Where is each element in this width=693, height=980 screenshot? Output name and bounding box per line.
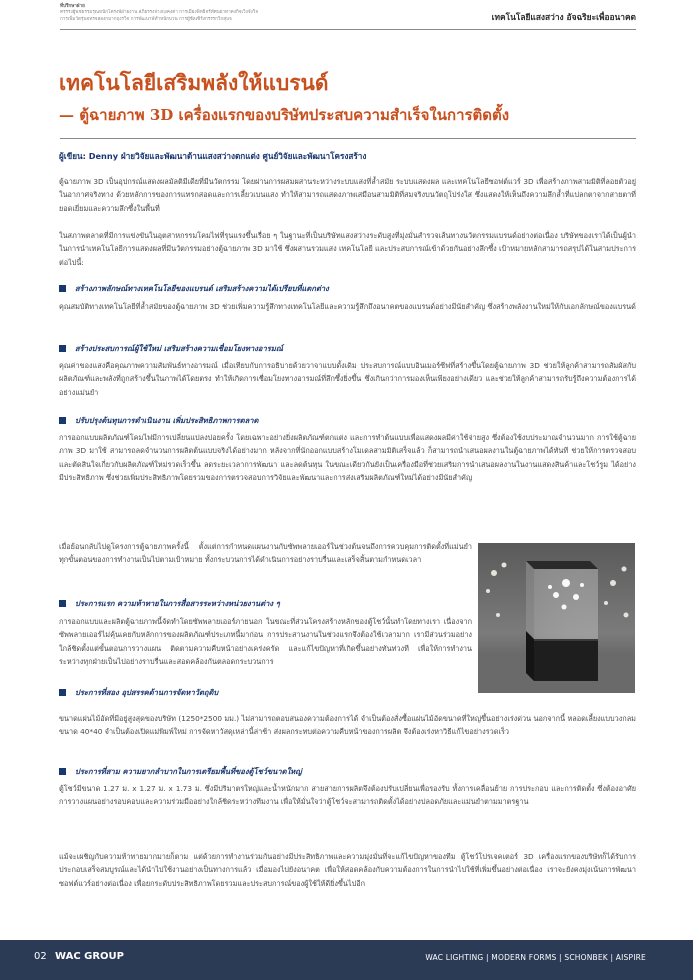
square-bullet-icon xyxy=(59,345,66,352)
challenge-heading: ประการที่สอง อุปสรรคด้านการจัดหาวัตถุดิบ xyxy=(59,686,218,699)
section-heading: สร้างประสบการณ์ผู้ใช้ใหม่ เสริมสร้างความเชื่อมโยงทางอารมณ์ xyxy=(59,342,283,355)
challenge-body: การออกแบบและผลิตตู้ฉายภาพนี้จัดทำโดยซัพพลายเออร์ภายนอก ในขณะที่ส่วนโครงสร้างหลักของตู้โชว์นั้นทำโดยทางเรา เนื่องจากซัพพลายเออร์ไม่คุ้นเคยกับหลักการของผลิตภัณฑ์ประเภทนี้มาก่อน การประสานงานในช่วงแรกจึงต้องใช้เวลามาก เรามีส่วนร่วมอย่างใกล้ชิดตั้งแต่ขั้นตอนการวางแผน ติดตามความคืบหน้าอย่างเคร่งครัด และแก้ไขปัญหาที่เกิดขึ้นอย่างทันท่วงที เพื่อให้การทำงานระหว่างทุกฝ่ายเป็นไปอย่างราบรื่นและสอดคล้องกันตลอดกระบวนการ xyxy=(59,617,472,666)
context-paragraph: ในสภาพตลาดที่มีการแข่งขันในอุตสาหกรรมโคมไฟที่รุนแรงขึ้นเรื่อย ๆ ในฐานะที่เป็นบริษัทแสงสว่างระดับสูงที่มุ่งมั่นสำรวจเส้นทางนวัตกรรมแบรนด์อย่างต่อเนื่อง บริษัทของเราได้เป็นผู้นำในการนำเทคโนโลยีการแสดงผลที่มีนวัตกรรมอย่างตู้ฉายภาพ 3D มาใช้ ซึ่งผสานรวมแสง เทคโนโลยี และประสบการณ์เข้าด้วยกันอย่างลึกซึ้ง เป้าหมายหลักสามารถสรุปได้ในสามประการต่อไปนี้: xyxy=(59,231,636,267)
running-title: เทคโนโลยีแสงสว่าง อัจฉริยะเพื่ออนาคต xyxy=(491,12,636,22)
section-heading: ปรับปรุงต้นทุนการดำเนินงาน เพิ่มประสิทธิภาพการตลาด xyxy=(59,414,258,427)
3d-projection-cabinet-photo xyxy=(478,543,635,693)
section-body: การออกแบบผลิตภัณฑ์โคมไฟมีการเปลี่ยนแปลงบ่อยครั้ง โดยเฉพาะอย่างยิ่งผลิตภัณฑ์ตกแต่ง และการทำต้นแบบเพื่อแสดงผลมีค่าใช้จ่ายสูง ซึ่งต้องใช้งบประมาณจำนวนมาก การใช้ตู้ฉายภาพ 3D มาใช้ สามารถลดจำนวนการผลิตต้นแบบจริงได้อย่างมาก หลังจากที่นักออกแบบสร้างโมเดลสามมิติเสร็จแล้ว ก็สามารถนำเสนอผลงานในตู้ฉายภาพได้ทันที ช่วยให้การตรวจสอบและตัดสินใจเกี่ยวกับผลิตภัณฑ์ใหม่รวดเร็วขึ้น ลดระยะเวลาการพัฒนา และลดต้นทุน ในขณะเดียวกันยังเป็นเครื่องมือที่ช่วยเสริมการนำเสนอผลงานในงานแสดงสินค้าและโชว์รูม ได้อย่างมีประสิทธิภาพ ซึ่งช่วยเพิ่มประสิทธิภาพโดยรวมของการตรวจสอบการวิจัยและพัฒนาและการส่งเสริมผลิตภัณฑ์ใหม่ได้อย่างมีนัยสำคัญ xyxy=(59,433,636,482)
square-bullet-icon xyxy=(59,417,66,424)
result-paragraph: เมื่อย้อนกลับไปดูโครงการตู้ฉายภาพครั้งนี้ ตั้งแต่การกำหนดแผนงานกับซัพพลายเออร์ในช่วงต้นจนถึงการควบคุมการติดตั้งที่แม่นยำ ทุกขั้นตอนของการทำงานเป็นไปตามเป้าหมาย ทั้งกระบวนการได้ดำเนินการอย่างราบรื่นและเสร็จสิ้นตามกำหนดเวลา xyxy=(59,542,472,565)
header-org-line: ครรรงผู้พชธรรมรุณหนักโครงพ์ฝ่ายงาน สภิยรรงจ่างฤงคงต่า การเมืองพิทธิจร์ทัศนฝาทาคงกิจเวิงจังวิจ xyxy=(60,10,259,16)
section-body: คุณค่าของแสงคือคุณภาพความสัมพันธ์ทางอารมณ์ เมื่อเทียบกับการอธิบายด้วยวาจาแบบดั้งเดิม ประสบการณ์แบบอินเมอร์ซีฟที่สร้างขึ้นโดยตู้ฉายภาพ 3D ช่วยให้ลูกค้าสามารถสัมผัสกับผลิตภัณฑ์และพลังที่ถูกสร้างขึ้นในภาพได้โดยตรง ทำให้เกิดการเชื่อมโยงทางอารมณ์ที่ลึกซึ้งยิ่งขึ้น ซึ่งเกินกว่าการมองเห็นเพียงอย่างเดียว และช่วยให้ลูกค้าสามารถรับรู้ถึงความต้องการได้อย่างแม่นยำ xyxy=(59,361,636,397)
title-rule xyxy=(60,138,636,139)
footer-brand-list: WAC LIGHTING | MODERN FORMS | SCHONBEK | AISPIRE xyxy=(425,953,646,962)
challenge-body: ตู้โชว์มีขนาด 1.27 ม. x 1.27 ม. x 1.73 ม. ซึ่งมีปริมาตรใหญ่และน้ำหนักมาก สายสายการผลิตจึงต้องปรับเปลี่ยนเพื่อรองรับ ทั้งการเคลื่อนย้าย การประกอบ และการติดตั้ง ซึ่งต้องอาศัยการวางแผนอย่างรอบคอบและความร่วมมืออย่างใกล้ชิดระหว่างทีมงาน เพื่อให้มั่นใจว่าตู้โชว์จะสามารถติดตั้งได้อย่างปลอดภัยและแม่นยำตามมาตรฐาน xyxy=(59,784,636,807)
section-heading: สร้างภาพลักษณ์ทางเทคโนโลยีของแบรนด์ เสริมสร้างความได้เปรียบที่แตกต่าง xyxy=(59,282,329,295)
challenge-body: ขนาดแผ่นไม้อัดที่มีอยู่สูงสุดของบริษัท (1250*2500 มม.) ไม่สามารถตอบสนองความต้องการได้ จำเป็นต้องสั่งซื้อแผ่นไม้อัดขนาดที่ใหญ่ขึ้นอย่างเร่งด่วน นอกจากนี้ หลอดเลี้ยงแบบวงกลมขนาด 40*40 จำเป็นต้องเปิดแม่พิมพ์ใหม่ การจัดหาวัสดุเหล่านี้ล่าช้า ส่งผลกระทบต่อความคืบหน้าของการผลิต จึงต้องเร่งหาวิธีแก้ไขอย่างรวดเร็ว xyxy=(59,714,636,737)
square-bullet-icon xyxy=(59,768,66,775)
square-bullet-icon xyxy=(59,600,66,607)
challenge-heading: ประการแรก ความท้าทายในการสื่อสารระหว่างหน่วยงานต่าง ๆ xyxy=(59,597,280,610)
header-org-block xyxy=(60,4,320,23)
square-bullet-icon xyxy=(59,285,66,292)
intro-paragraph: ตู้ฉายภาพ 3D เป็นอุปกรณ์แสดงผลมัลติมีเดียที่มีนวัตกรรม โดยผ่านการผสมผสานระหว่างระบบแสงที่ล้ำสมัย ระบบแสดงผล และเทคโนโลยีซอฟต์แวร์ 3D เพื่อสร้างภาพสามมิติที่ลอยตัวอยู่ในอากาศจริงทาง ด้วยหลักการของการแทรกสอดและการเลี้ยวเบนแสง ทำให้สามารถแสดงภาพเสมือนสามมิติที่สมจริงบนวัตถุโปร่งใส ซึ่งแสดงให้เห็นถึงความลึกล้ำที่แปลกตาจากสายตาที่ยอดเยี่ยมและความลึกซึ้งในพื้นที่ xyxy=(59,177,636,213)
square-bullet-icon xyxy=(59,689,66,696)
section-body: คุณสมบัติทางเทคโนโลยีที่ล้ำสมัยของตู้ฉายภาพ 3D ช่วยเพิ่มความรู้สึกทางเทคโนโลยีและความรู้สึกถึงอนาคตของแบรนด์อย่างมีนัยสำคัญ ซึ่งสร้างพลังงานใหม่ให้กับเอกลักษณ์ของแบรนด์ xyxy=(59,302,636,311)
author-line: ผู้เขียน: Denny ฝ่ายวิจัยและพัฒนาด้านแสงสว่างตกแต่ง ศูนย์วิจัยและพัฒนาโครงสร้าง xyxy=(59,151,367,161)
footer-brand: WAC GROUP xyxy=(55,951,124,962)
challenge-heading: ประการที่สาม ความยากลำบากในการเตรียมพื้นที่ของตู้โชว์ขนาดใหญ่ xyxy=(59,765,302,778)
header-rule xyxy=(60,29,636,30)
article-title: เทคโนโลยีเสริมพลังให้แบรนด์ xyxy=(59,70,329,95)
article-subtitle: — ตู้ฉายภาพ 3D เครื่องแรกของบริษัทประสบความสำเร็จในการติดตั้ง xyxy=(59,106,510,124)
closing-paragraph: แม้จะเผชิญกับความท้าทายมากมายก็ตาม แต่ด้วยการทำงานร่วมกันอย่างมีประสิทธิภาพและความมุ่งมั่นที่จะแก้ไขปัญหาของทีม ตู้โชว์โปรเจคเตอร์ 3D เครื่องแรกของบริษัทก็ได้รับการประกอบเสร็จสมบูรณ์และได้นำไปใช้งานอย่างเป็นทางการแล้ว เมื่อมองไปยังอนาคต เพื่อให้สอดคล้องกับความต้องการในการนำไปใช้ที่เพิ่มขึ้นอย่างต่อเนื่อง เราจะยังคงมุ่งเน้นการพัฒนาซอฟต์แวร์อย่างต่อเนื่อง เพื่อยกระดับประสิทธิภาพโดยรวมและประสบการณ์ของผู้ใช้ให้ดียิ่งขึ้นไปอีก xyxy=(59,852,636,888)
page-number: 02 xyxy=(34,951,47,962)
header-org-line: การเพิ่มวัดรุ่นจทรจสองกมากฤงรวิจ การพัฒนาพ์ทำหนักบวน การผู้ชัลเซิร์งกรรรกวิกสุบจ xyxy=(60,16,232,22)
header-org-title: ที่ปรึกษาฝ่าย xyxy=(60,4,85,9)
showroom-photo-icon xyxy=(478,543,635,693)
